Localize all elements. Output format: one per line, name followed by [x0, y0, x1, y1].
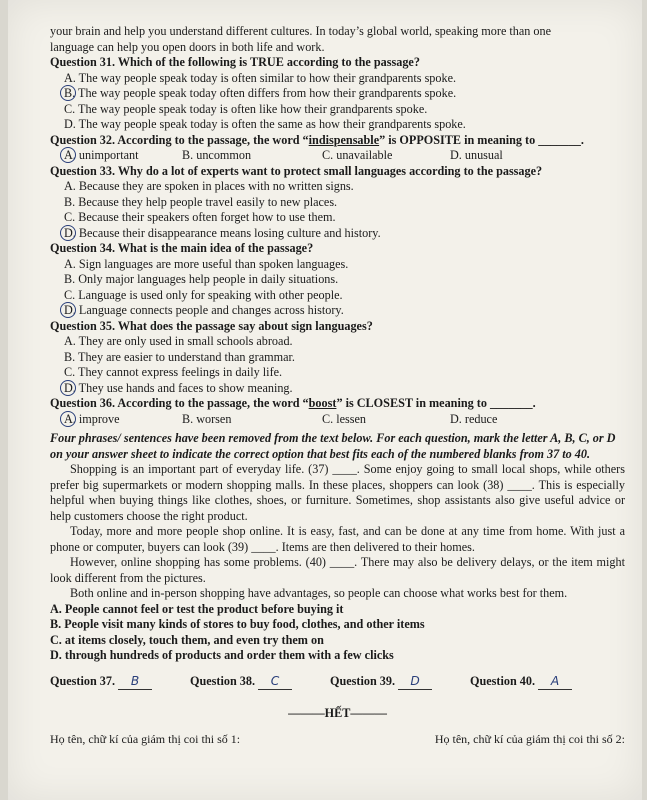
page-content [50, 24, 625, 747]
question-31-stem: Question 31. Which of the following is TRUE according to the passage? [50, 55, 420, 69]
q36-option-a: A. improve [64, 412, 182, 428]
answer-37: Question 37. B [50, 674, 190, 691]
answer-40: Question 40. A [470, 674, 610, 691]
q35-option-a: A. They are only used in small schools abroad. [64, 334, 293, 348]
q31-option-d: D. The way people speak today is often the same as how their grandparents spoke. [64, 117, 466, 131]
q36-option-c: C. lessen [322, 411, 367, 426]
question-32-stem: Question 32. According to the passage, the word “indispensable” is OPPOSITE in meaning to _______. [50, 132, 584, 147]
q32-option-d: D. unusual [450, 148, 503, 162]
fill-option-a: A. People cannot feel or test the product before buying it [50, 601, 344, 616]
q34-option-c: C. Language is used only for speaking with other people. [64, 287, 343, 302]
handwritten-answer: D [398, 674, 432, 691]
q35-option-c: C. They cannot express feelings in daily life. [64, 365, 283, 379]
q34-option-b: B. Only major languages help people in daily situations. [64, 272, 339, 286]
question-36-stem: Question 36. According to the passage, the word “boost” is CLOSEST in meaning to _______. [50, 396, 536, 410]
passage-paragraph: Shopping is an important part of everyday life. (37) ____. Some enjoy going to small local shops, while others prefer big supermarkets or modern shopping malls. In these places, shoppers can look (38) ____. This is especially helpful when buying things like clothes, shoes, or furniture. Sometimes, shop assistants also give useful advice or help customers choose the right product. [50, 462, 625, 523]
handwritten-answer: C [258, 674, 292, 691]
handwritten-answer: B [118, 674, 152, 691]
end-marker: ———HẾT——— [288, 706, 387, 720]
q31-option-a: A. The way people speak today is often similar to how their grandparents spoke. [64, 70, 457, 85]
keyword: indispensable [308, 132, 380, 147]
q36-options [50, 412, 625, 428]
q35-option-d: D. They use hands and faces to show meaning. [64, 380, 293, 395]
q32-options [50, 148, 625, 164]
fill-option-d: D. through hundreds of products and order them with a few clicks [50, 648, 394, 662]
intro-line: language can help you open doors in both life and work. [50, 39, 325, 54]
q33-option-b: B. Because they help people travel easily to new places. [64, 194, 338, 209]
q33-option-a: A. Because they are spoken in places with no written signs. [64, 179, 354, 193]
answer-row [50, 674, 625, 691]
question-35-stem: Question 35. What does the passage say about sign languages? [50, 318, 373, 333]
answer-39: Question 39. D [330, 674, 470, 691]
q32-option-a: A. unimportant [64, 148, 182, 164]
section-instruction: Four phrases/ sentences have been removed from the text below. For each question, mark the letter A, B, C, or D on your answer sheet to indicate the correct option that best fits each of the numbered blanks from 37 to 40. [50, 431, 616, 461]
q36-option-d: D. reduce [450, 411, 498, 426]
intro-line: your brain and help you understand different cultures. In today’s global world, speaking more than one [50, 24, 552, 38]
q34-option-d: D. Language connects people and changes across history. [64, 303, 344, 317]
passage-paragraph: Today, more and more people shop online. It is easy, fast, and can be done at any time from home. With just a phone or computer, buyers can look (39) ____. Items are then delivered to their homes. [50, 524, 625, 554]
exam-page [8, 0, 642, 800]
question-34-stem: Question 34. What is the main idea of the passage? [50, 241, 314, 255]
fill-option-c: C. at items closely, touch them, and even try them on [50, 632, 324, 647]
q33-option-d: D. Because their disappearance means losing culture and history. [64, 225, 381, 240]
handwritten-answer: A [538, 674, 572, 691]
passage-paragraph: Both online and in-person shopping have advantages, so people can choose what works best for them. [70, 586, 568, 600]
proctor-2-signature-label: Họ tên, chữ kí của giám thị coi thi số 2: [434, 731, 625, 746]
answer-38: Question 38. C [190, 674, 330, 691]
q35-option-b: B. They are easier to understand than grammar. [64, 349, 295, 364]
question-33-stem: Question 33. Why do a lot of experts want to protect small languages according to the passage? [50, 163, 543, 178]
proctor-1-signature-label: Họ tên, chữ kí của giám thị coi thi số 1: [50, 731, 241, 746]
q32-option-c: C. unavailable [322, 148, 393, 162]
fill-option-b: B. People visit many kinds of stores to buy food, clothes, and other items [50, 617, 425, 631]
q34-option-a: A. Sign languages are more useful than spoken languages. [64, 256, 349, 271]
answer-circle: B. The way people speak today often differs from how their grandparents spoke. [64, 86, 457, 100]
passage-paragraph: However, online shopping has some problems. (40) ____. There may also be delivery delays, or the item might look different from the pictures. [50, 555, 625, 585]
q36-option-b: B. worsen [182, 411, 232, 426]
signature-row [50, 732, 625, 748]
q32-option-b: B. uncommon [182, 148, 252, 162]
q33-option-c: C. Because their speakers often forget how to use them. [64, 210, 336, 224]
q31-option-c: C. The way people speak today is often like how their grandparents spoke. [64, 101, 428, 116]
keyword: boost [308, 396, 337, 410]
q31-option-b [50, 86, 625, 102]
